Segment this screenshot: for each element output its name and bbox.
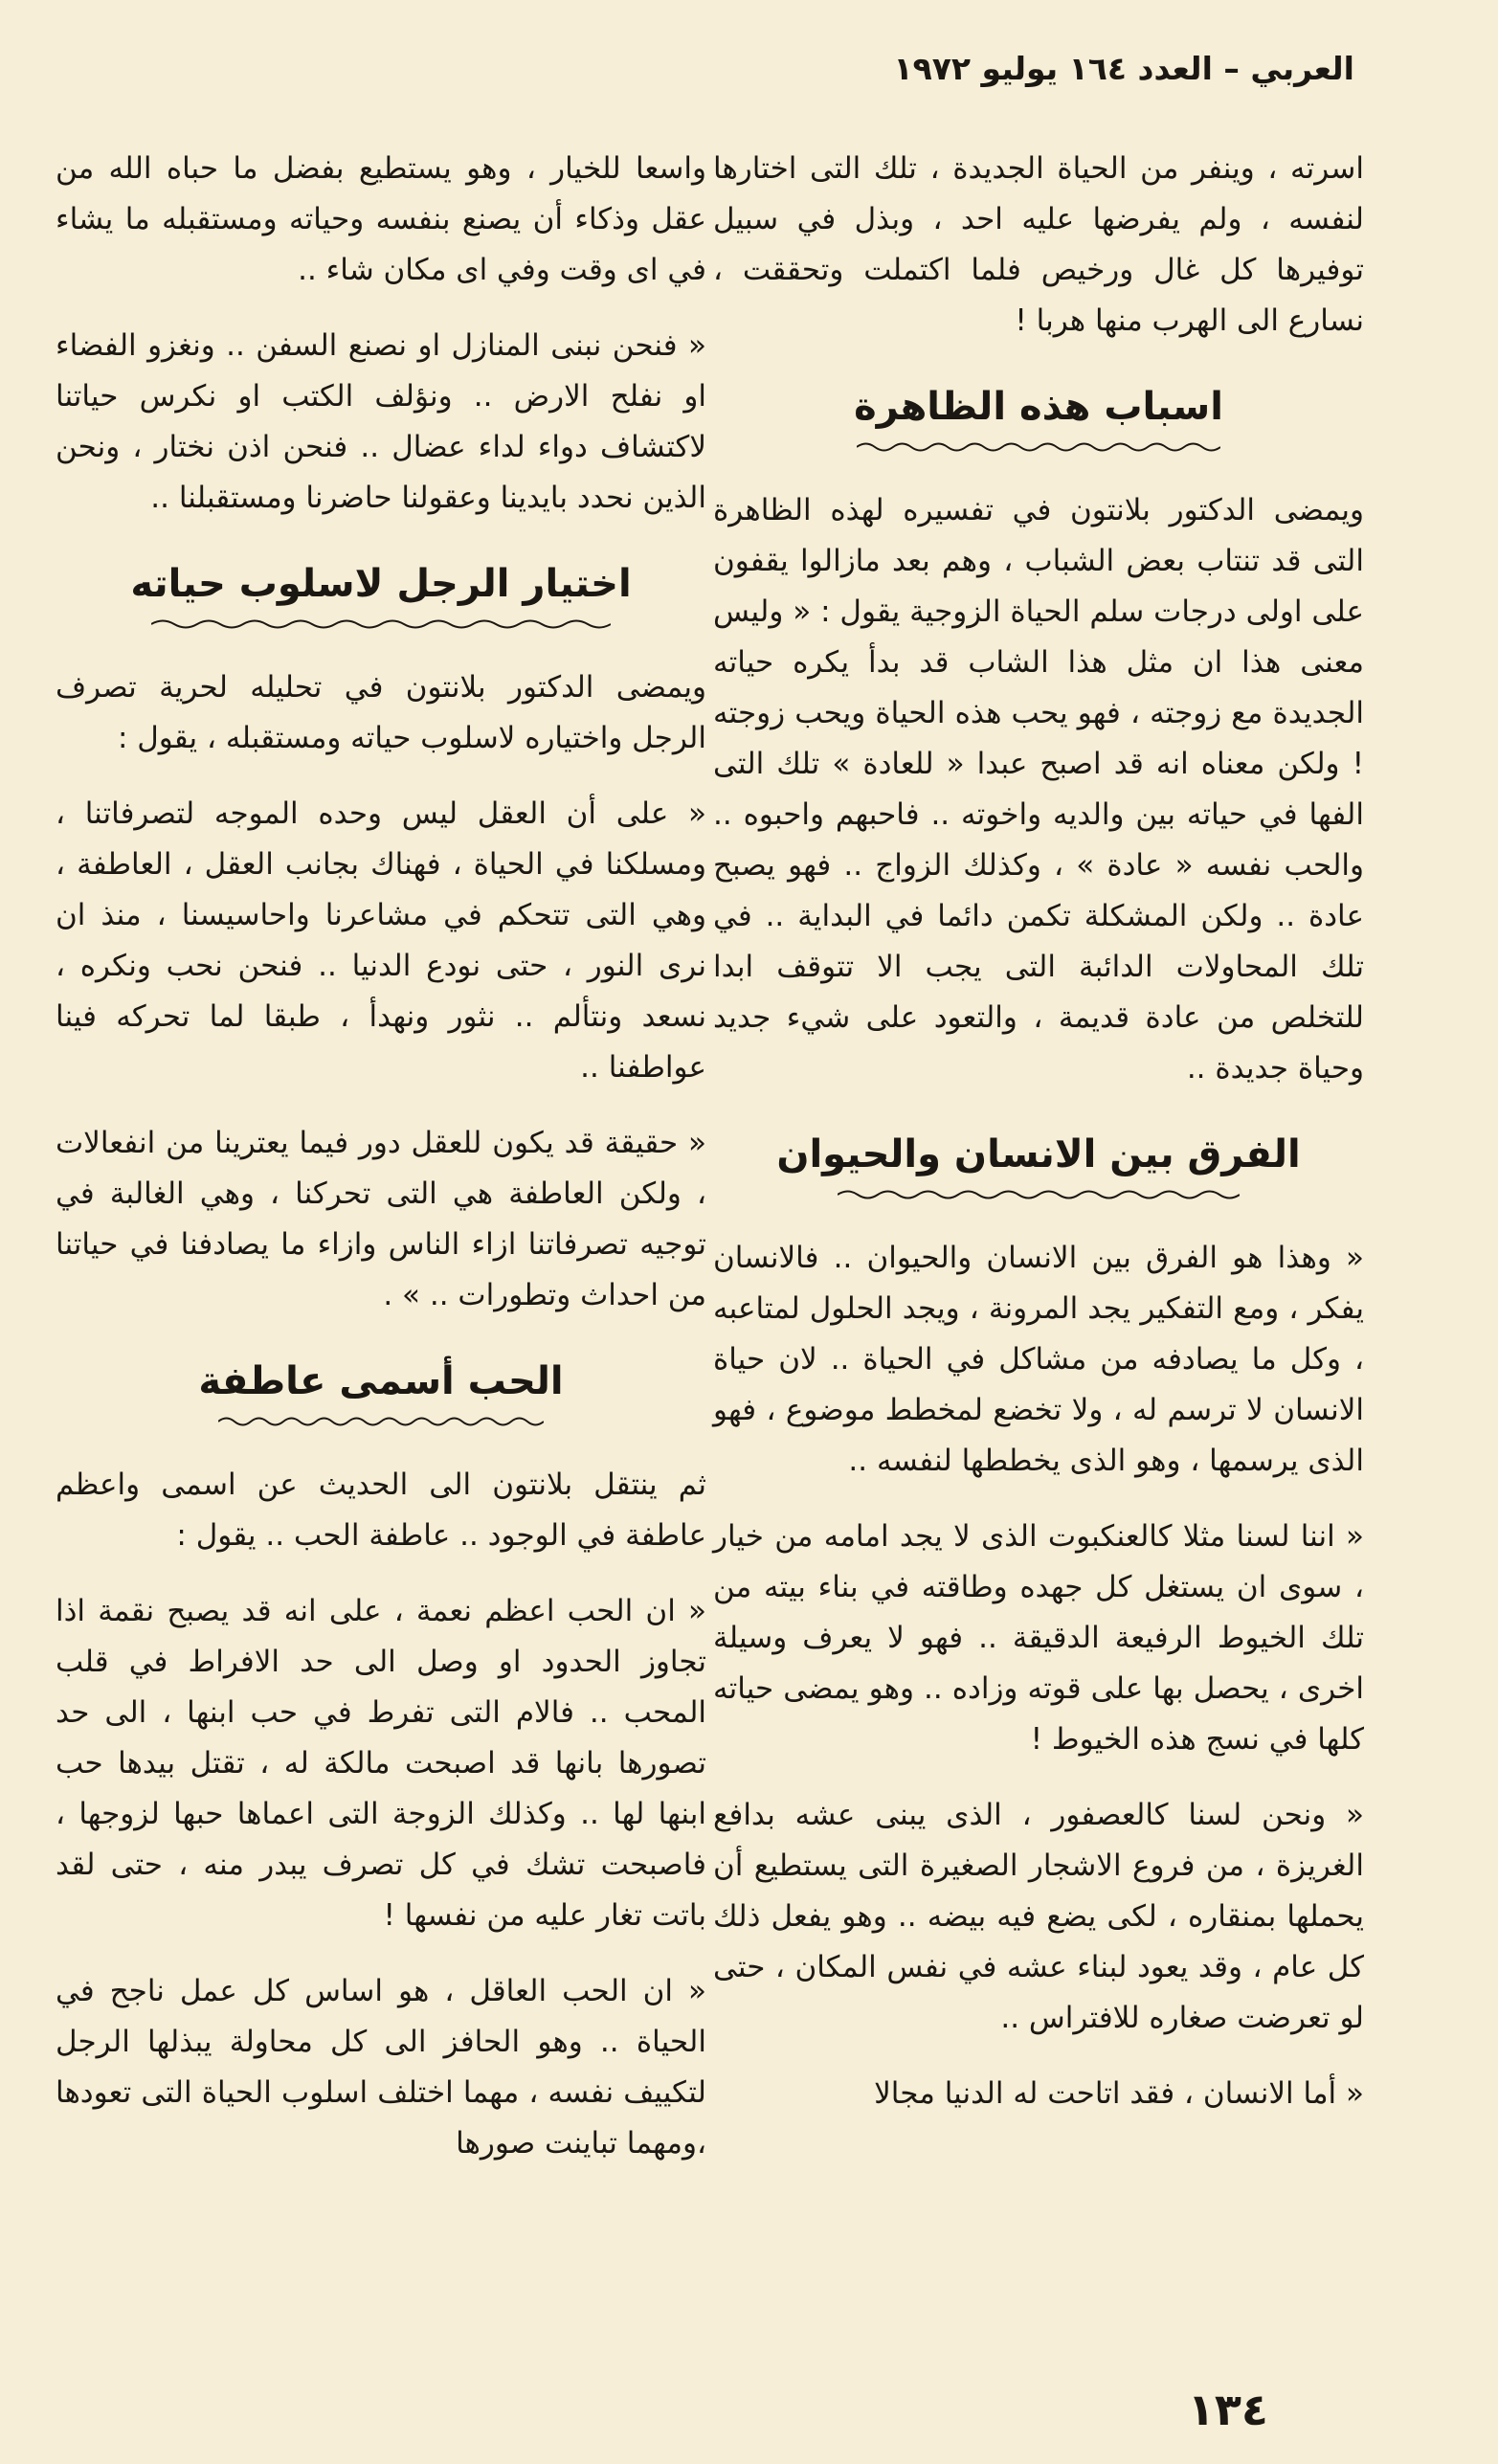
paragraph: « أما الانسان ، فقد اتاحت له الدنيا مجالا [874, 2076, 1364, 2111]
wavy-underline-ornament [151, 616, 611, 632]
paragraph: « ان الحب العاقل ، هو اساس كل عمل ناجح في الحياة .. وهو الحافز الى كل محاولة يبذلها الرجل لتكييف نفسه ، مهما اختلف اسلوب الحياة التى تعودها ،ومهما تباينت صورها [56, 1974, 706, 2161]
wavy-underline-ornament [857, 439, 1220, 455]
section-heading-text: اختيار الرجل لاسلوب حياته [130, 562, 632, 606]
paragraph: « اننا لسنا مثلا كالعنكبوت الذى لا يجد امامه من خيار ، سوى ان يستغل كل جهده وطاقته في بناء بيته من تلك الخيوط الرفيعة الدقيقة .. فهو لا يعرف وسيلة اخرى ، يحصل بها على قوته وزاده .. وهو يمضى حياته كلها في نسج هذه الخيوط ! [713, 1519, 1364, 1757]
running-head: العربي – العدد ١٦٤ يوليو ١٩٧٢ [893, 50, 1354, 87]
wavy-underline-ornament [218, 1414, 544, 1429]
paragraph: « فنحن نبنى المنازل او نصنع السفن .. ونغزو الفضاء او نفلح الارض .. ونؤلف الكتب او نكرس حياتنا لاكتشاف دواء لداء عضال .. فنحن اذن نختار ، ونحن الذين نحدد بايدينا وعقولنا حاضرنا ومستقبلنا .. [56, 328, 706, 515]
wavy-underline-ornament [838, 1187, 1240, 1202]
paragraph: واسعا للخيار ، وهو يستطيع بفضل ما حباه الله من عقل وذكاء أن يصنع بنفسه وحياته ومستقبله ما يشاء في اى وقت وفي اى مكان شاء .. [56, 151, 706, 287]
right-column [713, 144, 1364, 2119]
paragraph: « ان الحب اعظم نعمة ، على انه قد يصبح نقمة اذا تجاوز الحدود او وصل الى حد الافراط في قلب المحب .. فالام التى تفرط في حب ابنها ، الى حد تصورها بانها قد اصبحت مالكة له ، تقتل بيدها حب ابنها لها .. وكذلك الزوجة التى اعماها حبها لزوجها ، فاصبحت تشك في كل تصرف يبدر منه ، حتى لقد باتت تغار عليه من نفسها ! [56, 1594, 706, 1933]
section-heading-text: الفرق بين الانسان والحيوان [776, 1132, 1301, 1176]
paragraph: « حقيقة قد يكون للعقل دور فيما يعترينا من انفعالات ، ولكن العاطفة هي التى تحركنا ، وهي الغالبة في توجيه تصرفاتنا ازاء الناس وازاء ما يصادفنا في حياتنا من احداث وتطورات .. » . [56, 1126, 706, 1312]
page-number: ١٣٤ [1187, 2384, 1268, 2435]
section-heading [56, 1354, 706, 1429]
paragraph: ثم ينتقل بلانتون الى الحديث عن اسمى واعظم عاطفة في الوجود .. عاطفة الحب .. يقول : [56, 1467, 706, 1553]
section-heading [713, 379, 1364, 455]
section-heading [56, 556, 706, 632]
paragraph: « ونحن لسنا كالعصفور ، الذى يبنى عشه بدافع الغريزة ، من فروع الاشجار الصغيرة التى يستطيع أن يحملها بمنقاره ، لكى يضع فيه بيضه .. وهو يفعل ذلك كل عام ، وقد يعود لبناء عشه في نفس المكان ، حتى لو تعرضت صغاره للافتراس .. [713, 1798, 1364, 2035]
section-heading [713, 1127, 1364, 1202]
paragraph: ويمضى الدكتور بلانتون في تحليله لحرية تصرف الرجل واختياره لاسلوب حياته ومستقبله ، يقول : [56, 670, 706, 755]
section-heading-text: الحب أسمى عاطفة [198, 1359, 564, 1403]
left-column [56, 144, 706, 2169]
paragraph: ويمضى الدكتور بلانتون في تفسيره لهذه الظاهرة التى قد تنتاب بعض الشباب ، وهم بعد مازالوا يقفون على اولى درجات سلم الحياة الزوجية يقول : « وليس معنى هذا ان مثل هذا الشاب قد بدأ يكره حياته الجديدة مع زوجته ، فهو يحب هذه الحياة ويحب زوجته ! ولكن معناه انه قد اصبح عبدا « للعادة » تلك التى الفها في حياته بين والديه واخوته .. فاحبهم واحبوه .. والحب نفسه « عادة » ، وكذلك الزواج .. فهو يصبح عادة .. ولكن المشكلة تكمن دائما في البداية .. في تلك المحاولات الدائبة التى يجب الا تتوقف ابدا للتخلص من عادة قديمة ، والتعود على شيء جديد وحياة جديدة .. [713, 493, 1364, 1086]
paragraph: « على أن العقل ليس وحده الموجه لتصرفاتنا ، ومسلكنا في الحياة ، فهناك بجانب العقل ، العاطفة ، وهي التى تتحكم في مشاعرنا واحاسيسنا ، منذ ان نرى النور ، حتى نودع الدنيا .. فنحن نحب ونكره ، نسعد ونتألم .. نثور ونهدأ ، طبقا لما تحركه فينا عواطفنا .. [56, 796, 706, 1085]
paragraph: « وهذا هو الفرق بين الانسان والحيوان .. فالانسان يفكر ، ومع التفكير يجد المرونة ، ويجد الحلول لمتاعبه ، وكل ما يصادفه من مشاكل في الحياة .. لان حياة الانسان لا ترسم له ، ولا تخضع لمخطط موضوع ، فهو الذى يرسمها ، وهو الذى يخططها لنفسه .. [713, 1241, 1364, 1478]
section-heading-text: اسباب هذه الظاهرة [854, 385, 1223, 429]
paragraph: اسرته ، وينفر من الحياة الجديدة ، تلك التى اختارها لنفسه ، ولم يفرضها عليه احد ، وبذل في سبيل توفيرها كل غال ورخيص فلما اكتملت وتحققت ، نسارع الى الهرب منها هربا ! [713, 151, 1364, 338]
